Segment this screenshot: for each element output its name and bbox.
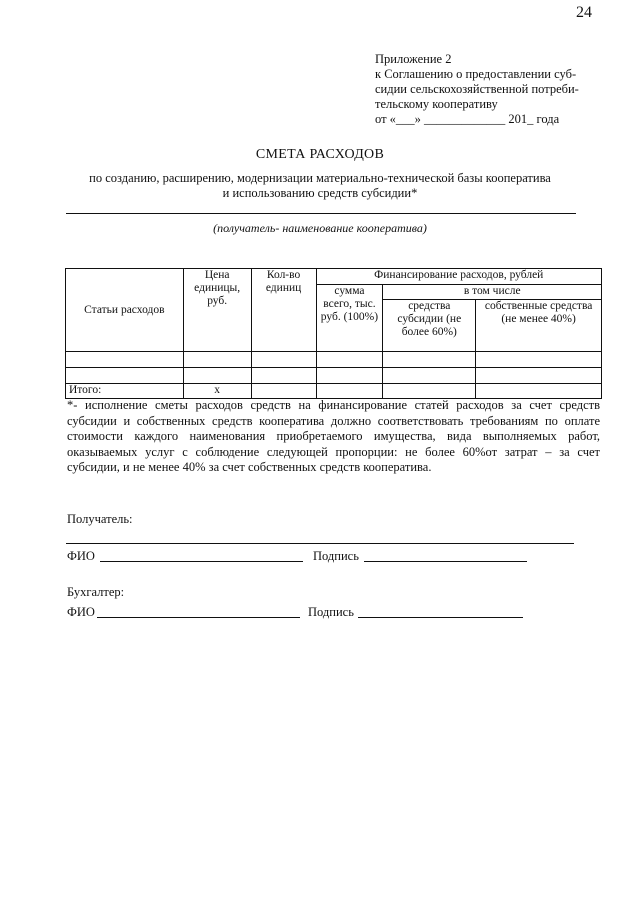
appendix-line: тельскому кооперативу [375,97,498,111]
total-label: Итого: [66,384,184,399]
recipient-signature-field [364,549,527,562]
subtitle-line: по созданию, расширению, модернизации материально-технической базы кооператива [89,171,551,185]
header-expense-items: Статьи расходов [66,269,184,352]
header-quantity: Кол-во единиц [251,269,316,352]
header-unit-price: Цена единицы, руб. [183,269,251,352]
total-row [66,384,602,399]
recipient-fio-label: ФИО [67,549,95,563]
page-number: 24 [576,4,592,21]
accountant-label: Бухгалтер: [67,585,125,599]
appendix-line: к Соглашению о предоставлении суб- [375,67,577,81]
subtitle-line: и использованию средств субсидии* [222,186,418,200]
appendix-line: Приложение 2 [375,52,452,66]
document-title: СМЕТА РАСХОДОВ [255,147,385,162]
recipient-signature-label: Подпись [313,549,359,563]
accountant-fio-label: ФИО [67,605,95,619]
appendix-date-line: от «___» _____________ 201_ года [375,112,560,126]
appendix-header [375,52,579,127]
estimate-table [65,268,602,399]
header-own-funds: собственные средства (не менее 40%) [476,300,602,352]
recipient-line [66,543,574,544]
header-total-sum: сумма всего, тыс. руб. (100%) [316,285,383,352]
table-row [66,352,602,368]
header-including: в том числе [383,285,602,300]
header-subsidy-funds: средства субсидии (не более 60%) [383,300,476,352]
recipient-fio-field [100,549,303,562]
total-price-mark: х [183,384,251,399]
recipient-label: Получатель: [67,512,133,526]
header-financing: Финансирование расходов, рублей [316,269,601,285]
document-subtitle [60,171,580,201]
recipient-name-line [66,213,576,214]
footnote: *- исполнение сметы расходов средств на финансирование статей расходов за счет средств субсидии и собственных средств кооператива должно соответствовать требованиям по оплате стоимости каждого наименования приобретаемого имущества, вида выполняемых работ, оказываемых услуг с соблюдение следующей пропорции: не более 60%от затрат – за счет субсидии, и не менее 40% за счет собственных средств кооператива. [67,398,600,474]
appendix-line: сидии сельскохозяйственной потреби- [375,82,579,96]
table-row [66,368,602,384]
recipient-hint: (получатель- наименование кооператива) [213,221,427,235]
accountant-signature-field [358,605,523,618]
accountant-fio-field [97,605,300,618]
accountant-signature-label: Подпись [308,605,354,619]
